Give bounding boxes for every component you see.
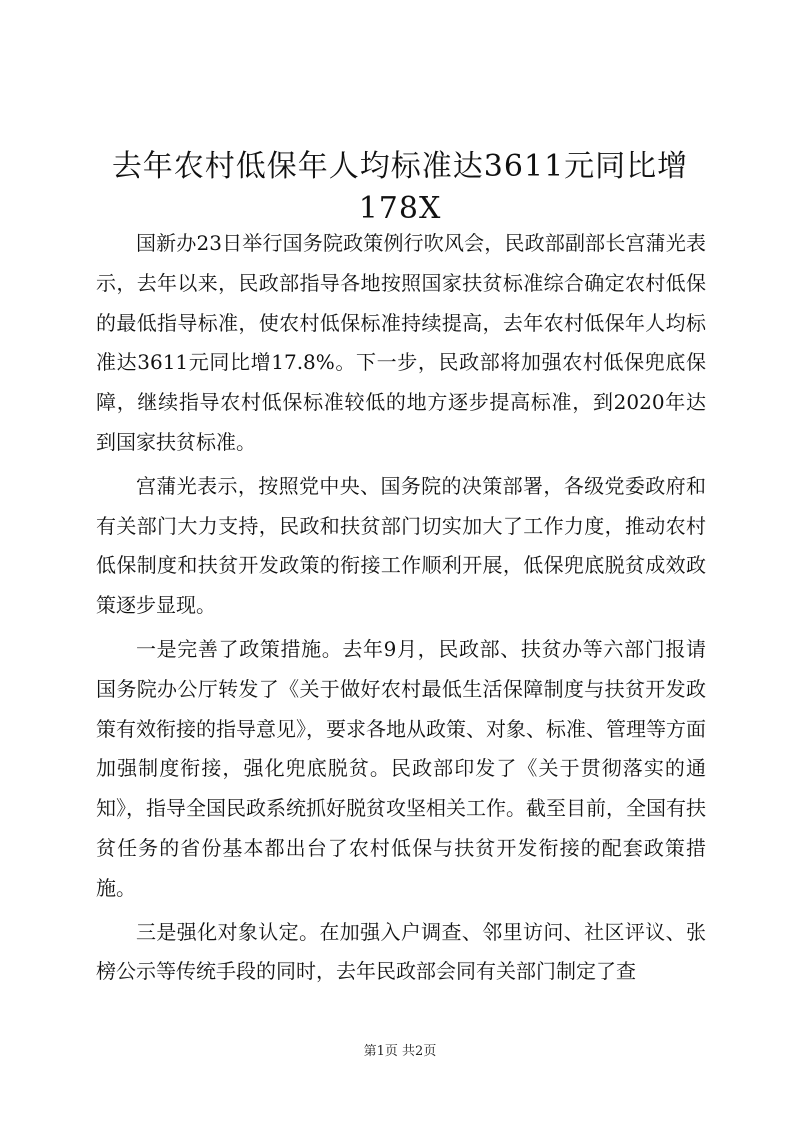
page-footer: 第1页 共2页 xyxy=(363,1044,437,1059)
paragraph-2: 宫蒲光表示，按照党中央、国务院的决策部署，各级党委政府和有关部门大力支持，民政和扶贫部门切实加大了工作力度，推动农村低保制度和扶贫开发政策的衔接工作顺利开展，低保兜底脱贫成效政策逐步显现。 xyxy=(96,473,706,618)
document-title: 去年农村低保年人均标准达3611元同比增178X xyxy=(111,149,689,226)
paragraph-4: 三是强化对象认定。在加强入户调查、邻里访问、社区评议、张榜公示等传统手段的同时，去年民政部会同有关部门制定了查 xyxy=(96,919,706,984)
paragraph-3: 一是完善了政策措施。去年9月，民政部、扶贫办等六部门报请国务院办公厅转发了《关于做好农村最低生活保障制度与扶贫开发政策有效衔接的指导意见》，要求各地从政策、对象、标准、管理等方面加强制度衔接，强化兜底脱贫。民政部印发了《关于贯彻落实的通知》，指导全国民政系统抓好脱贫攻坚相关工作。截至目前，全国有扶贫任务的省份基本都出台了农村低保与扶贫开发衔接的配套政策措施。 xyxy=(96,636,706,900)
document-body xyxy=(96,224,706,996)
paragraph-1: 国新办23日举行国务院政策例行吹风会，民政部副部长宫蒲光表示，去年以来，民政部指导各地按照国家扶贫标准综合确定农村低保的最低指导标准，使农村低保标准持续提高，去年农村低保年人均标准达3611元同比增17.8%。下一步，民政部将加强农村低保兜底保障，继续指导农村低保标准较低的地方逐步提高标准，到2020年达到国家扶贫标准。 xyxy=(96,231,706,454)
